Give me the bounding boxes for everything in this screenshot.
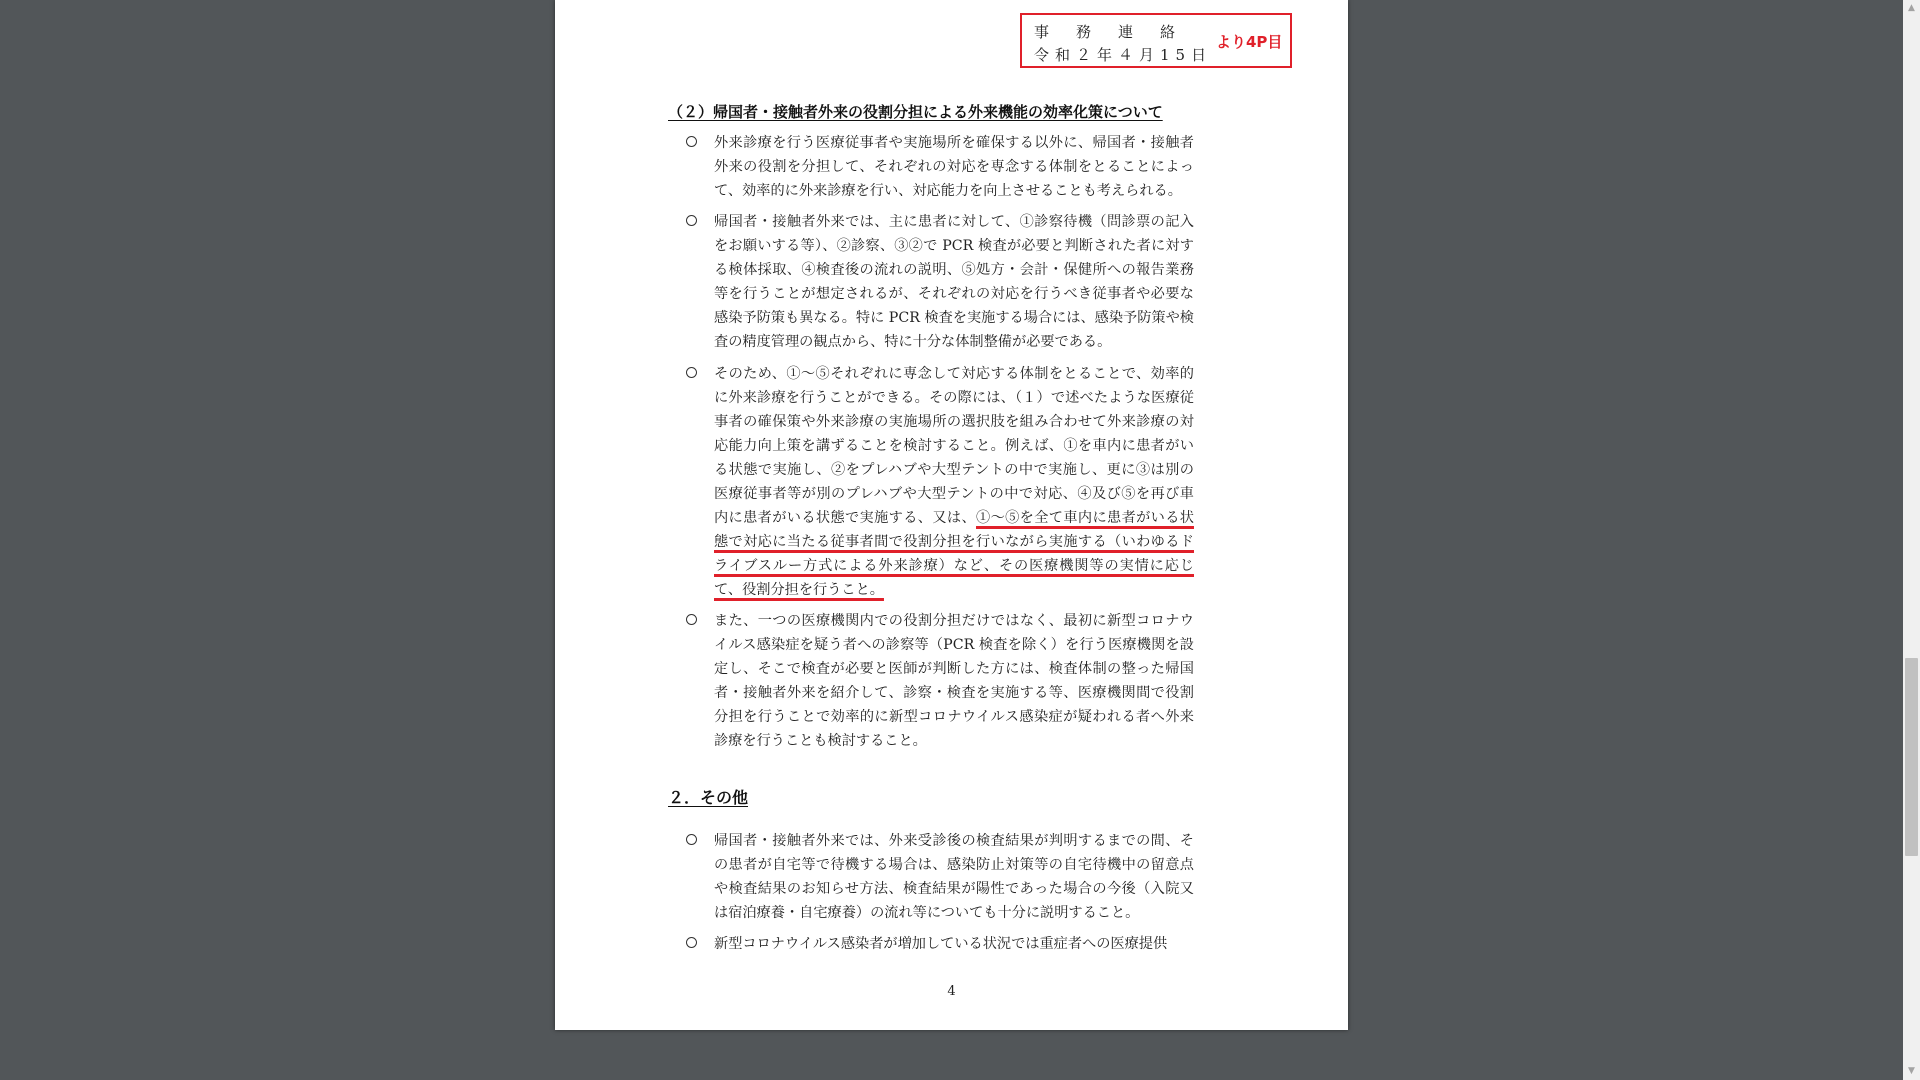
paragraph-text: 新型コロナウイルス感染者が増加している状況では重症者への医療提供 <box>714 936 1168 952</box>
header-date: 令和２年４月15日 <box>1034 46 1213 64</box>
circle-bullet-icon <box>686 215 697 226</box>
paragraph-text: 帰国者・接触者外来では、主に患者に対して、①診察待機（問診票の記入をお願いする等）、②診察、③②で PCR 検査が必要と判断された者に対する検体採取、④検査後の流れの説明、⑤処方・会計・保健所への報告業務等を行うことが想定されるが、それぞれの対応を行うべき従事者や必要な感染予防策も異なる。特に PCR 検査を実施する場合には、感染予防策や検査の精度管理の観点から、特に十分な体制整備が必要である。 <box>714 214 1194 350</box>
list-item <box>686 131 1194 203</box>
section-heading-other: ２．その他 <box>668 788 749 807</box>
paragraph-text: 帰国者・接触者外来では、外来受診後の検査結果が判明するまでの間、その患者が自宅等で待機する場合は、感染防止対策等の自宅待機中の留意点や検査結果のお知らせ方法、検査結果が陽性であった場合の今後（入院又は宿泊療養・自宅療養）の流れ等についても十分に説明すること。 <box>714 833 1194 921</box>
circle-bullet-icon <box>686 367 697 378</box>
list-item <box>686 609 1194 753</box>
list-item <box>686 829 1194 925</box>
scroll-up-arrow-icon[interactable]: ▲ <box>1908 3 1915 13</box>
list-item <box>686 210 1194 354</box>
header-stamp-box <box>1020 13 1292 68</box>
paragraph-text: また、一つの医療機関内での役割分担だけではなく、最初に新型コロナウイルス感染症を疑う者への診察等（PCR 検査を除く）を行う医療機関を設定し、そこで検査が必要と医師が判断した方には、検査体制の整った帰国者・接触者外来を紹介して、診察・検査を実施する等、医療機関間で役割分担を行うことで効率的に新型コロナウイルス感染症が疑われる者へ外来診療を行うことも検討すること。 <box>714 613 1194 749</box>
circle-bullet-icon <box>686 834 697 845</box>
circle-bullet-icon <box>686 614 697 625</box>
list-item <box>686 932 1194 956</box>
list-item <box>686 362 1194 602</box>
document-page <box>555 0 1348 1030</box>
page-number: 4 <box>947 984 956 999</box>
header-page-note: より4P目 <box>1216 33 1283 51</box>
vertical-scrollbar[interactable] <box>1903 0 1920 1080</box>
scrollbar-thumb[interactable] <box>1905 658 1918 856</box>
scroll-down-arrow-icon[interactable]: ▼ <box>1908 1066 1915 1076</box>
section-heading-role-division: （２）帰国者・接触者外来の役割分担による外来機能の効率化策について <box>668 103 1163 121</box>
paragraph-text-plain: そのため、①～⑤それぞれに専念して対応する体制をとることで、効率的に外来診療を行うことができる。その際には、（１）で述べたような医療従事者の確保策や外来診療の実施場所の選択肢を組み合わせて外来診療の対応能力向上策を講ずることを検討すること。例えば、①を車内に患者がいる状態で実施し、②をプレハブや大型テントの中で実施し、更に③は別の医療従事者等が別のプレハブや大型テントの中で対応、④及び⑤を再び車内に患者がいる状態で実施する、又は、 <box>714 366 1194 526</box>
header-title: 事務連絡 <box>1034 23 1203 41</box>
circle-bullet-icon <box>686 136 697 147</box>
paragraph-text <box>714 362 1194 602</box>
highlighted-text: ①～⑤を全て車内に患者がいる状態で対応に当たる従事者間で役割分担を行いながら実施する（いわゆるドライブスルー方式による外来診療）など、その医療機関等の実情に応じて、役割分担を行うこと。 <box>714 510 1194 598</box>
paragraph-text: 外来診療を行う医療従事者や実施場所を確保する以外に、帰国者・接触者外来の役割を分担して、それぞれの対応を専念する体制をとることによって、効率的に外来診療を行い、対応能力を向上させることも考えられる。 <box>714 135 1194 199</box>
circle-bullet-icon <box>686 937 697 948</box>
